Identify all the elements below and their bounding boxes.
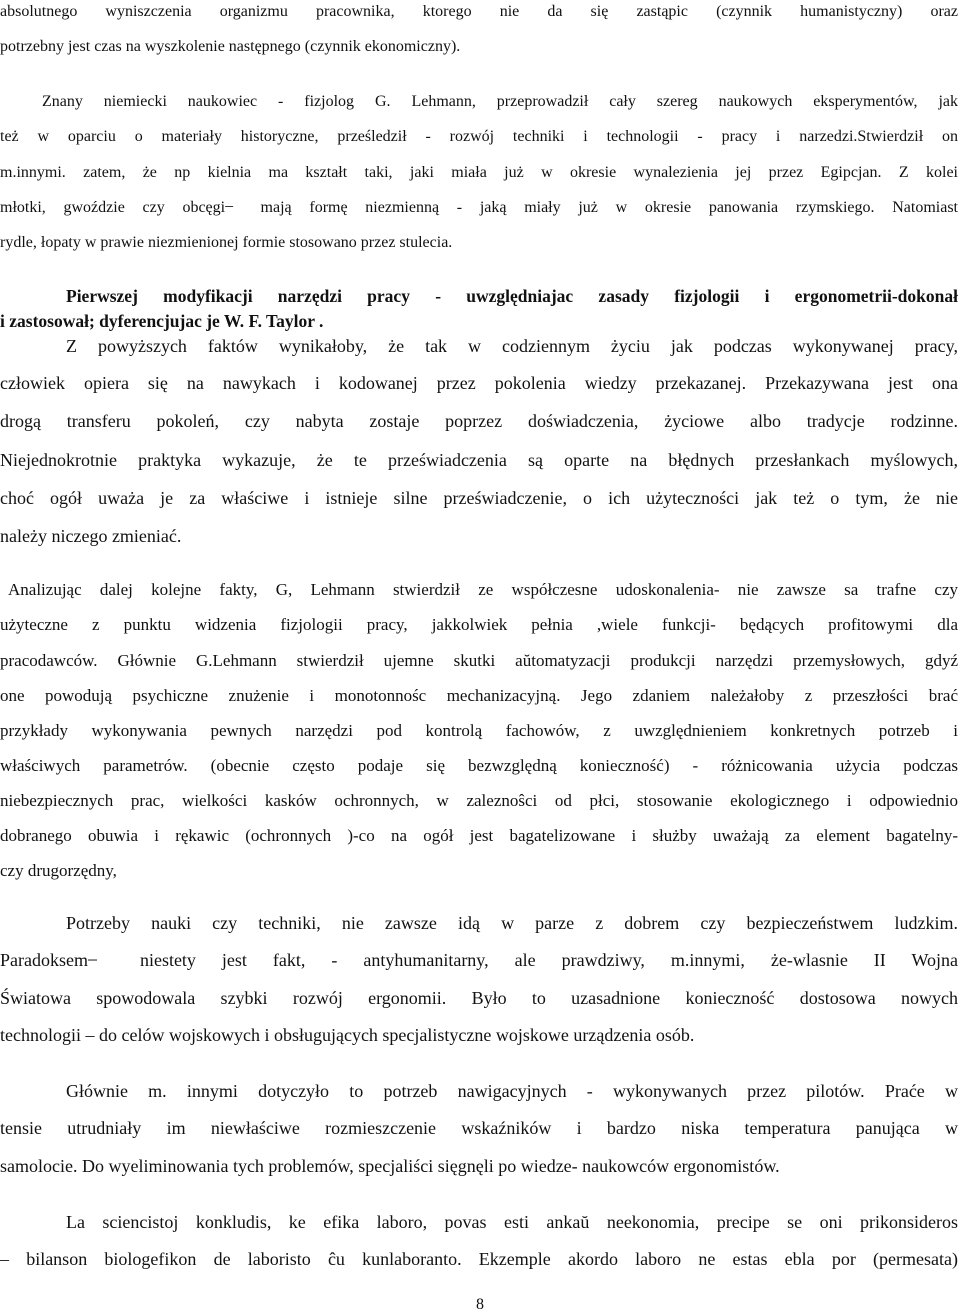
text-line: choć ogół uważa je za właściwe i istnieje silne przeświadczenie, o ich użyteczności jak też o tym, że nie: [0, 488, 958, 508]
text-line: potrzebny jest czas na wyszkolenie następnego (czynnik ekonomiczny).: [0, 38, 461, 55]
page-number: 8: [476, 1296, 484, 1313]
text-line: czy drugorzędny,: [0, 861, 117, 880]
text-line: drogą transferu pokoleń, czy nabyta zostaje poprzez doświadczenia, życiowe albo tradycje rodzinne.: [0, 411, 958, 431]
text-line: i zastosował; dyferencjujac je W. F. Taylor .: [0, 311, 324, 331]
text-line: Niejednokrotnie praktyka wykazuje, że te przeświadczenia są oparte na błędnych przesłankach myślowych,: [0, 450, 958, 470]
text-line: człowiek opiera się na nawykach i kodowanej przez pokolenia wiedzy przekazanej. Przekazywana jest ona: [0, 373, 958, 393]
text-line: należy niczego zmieniać.: [0, 526, 182, 546]
text-line: Paradoksem ̶ niestety jest fakt, - antyhumanitarny, ale prawdziwy, m.innymi, że-wlasnie II Wojna: [0, 950, 958, 970]
text-line: młotki, gwoździe czy obcęgi ̶ mają formę niezmienną - jaką miały już w okresie panowania rzymskiego. Natomiast: [0, 199, 958, 216]
text-line: pracodawców. Głównie G.Lehmann stwierdził ujemne skutki aŭtomatyzacji produkcji narzędzi przemysłowych, gdyź: [0, 651, 958, 670]
text-line: dobranego obuwia i rękawic (ochronnych )-co na ogół jest bagatelizowane i służby uważają za element bagatelny-: [0, 826, 958, 845]
text-line: samolocie. Do wyeliminowania tych problemów, specjaliści sięgnęli po wiedze- naukowców ergonomistów.: [0, 1156, 780, 1176]
text-line: Analizując dalej kolejne fakty, G, Lehmann stwierdził ze współczesne udoskonalenia- nie zawsze sa trafne czy: [8, 580, 958, 599]
text-line: Głównie m. innymi dotyczyło to potrzeb nawigacyjnych - wykonywanych przez pilotów. Praće w: [66, 1081, 958, 1101]
text-line: niebezpiecznych prac, wielkości kasków ochronnych, w zaleznoŝci od płci, stosowanie ekologicznego i odpowiednio: [0, 791, 958, 810]
text-line: Potrzeby nauki czy techniki, nie zawsze idą w parze z dobrem czy bezpieczeństwem ludzkim.: [66, 913, 958, 933]
text-line: przykłady wykonywania pewnych narzędzi pod kontrolą fachowów, z uwzględnieniem konkretnych potrzeb i: [0, 721, 958, 740]
text-line: m.innymi. zatem, że np kielnia ma kształt taki, jaki miała już w okresie wynalezienia jej przez Egipcjan. Z kolei: [0, 164, 958, 181]
text-line: Z powyższych faktów wynikałoby, że tak w codziennym życiu jak podczas wykonywanej pracy,: [66, 336, 958, 356]
text-line: Światowa spowodowala szybki rozwój ergonomii. Było to uzasadnione konieczność dostosowa nowych: [0, 988, 958, 1008]
text-line: też w oparciu o materiały historyczne, prześledził - rozwój techniki i technologii - pracy i narzedzi.Stwierdził on: [0, 128, 958, 145]
text-line: tensie utrudniały im niewłaściwe rozmieszczenie wskaźników i bardzo niska temperatura panująca w: [0, 1118, 958, 1138]
text-line: one powodują psychiczne znużenie i monotonnośc mechanizacyjną. Jego zdaniem należałoby z przeszłości brać: [0, 686, 958, 705]
text-line: La sciencistoj konkludis, ke efika laboro, povas esti ankaŭ neekonomia, precipe se oni prikonsideros: [66, 1212, 958, 1232]
text-line: właściwych parametrów. (obecnie często podaje się bezwzględną konieczność) - różnicowania użycia podczas: [0, 756, 958, 775]
text-line: rydle, łopaty w prawie niezmienionej formie stosowano przez stulecia.: [0, 234, 453, 251]
text-line: Pierwszej modyfikacji narzędzi pracy - uwzględniajac zasady fizjologii i ergonometrii-dokonał: [66, 286, 958, 306]
text-line: – bilanson biologefikon de laboristo ĉu kunlaboranto. Ekzemple akordo laboro ne estas ebla por (permesata): [0, 1249, 958, 1269]
text-line: technologii – do celów wojskowych i obsługujących specjalistyczne wojskowe urządzenia osób.: [0, 1025, 695, 1045]
text-line: absolutnego wyniszczenia organizmu pracownika, ktorego nie da się zastąpic (czynnik humanistyczny) oraz: [0, 3, 958, 20]
text-line: Znany niemiecki naukowiec - fizjolog G. Lehmann, przeprowadził cały szereg naukowych eksperymentów, jak: [42, 93, 958, 110]
text-line: użyteczne z punktu widzenia fizjologii pracy, jakkolwiek pełnia ,wiele funkcji- będących profitowymi dla: [0, 615, 958, 634]
